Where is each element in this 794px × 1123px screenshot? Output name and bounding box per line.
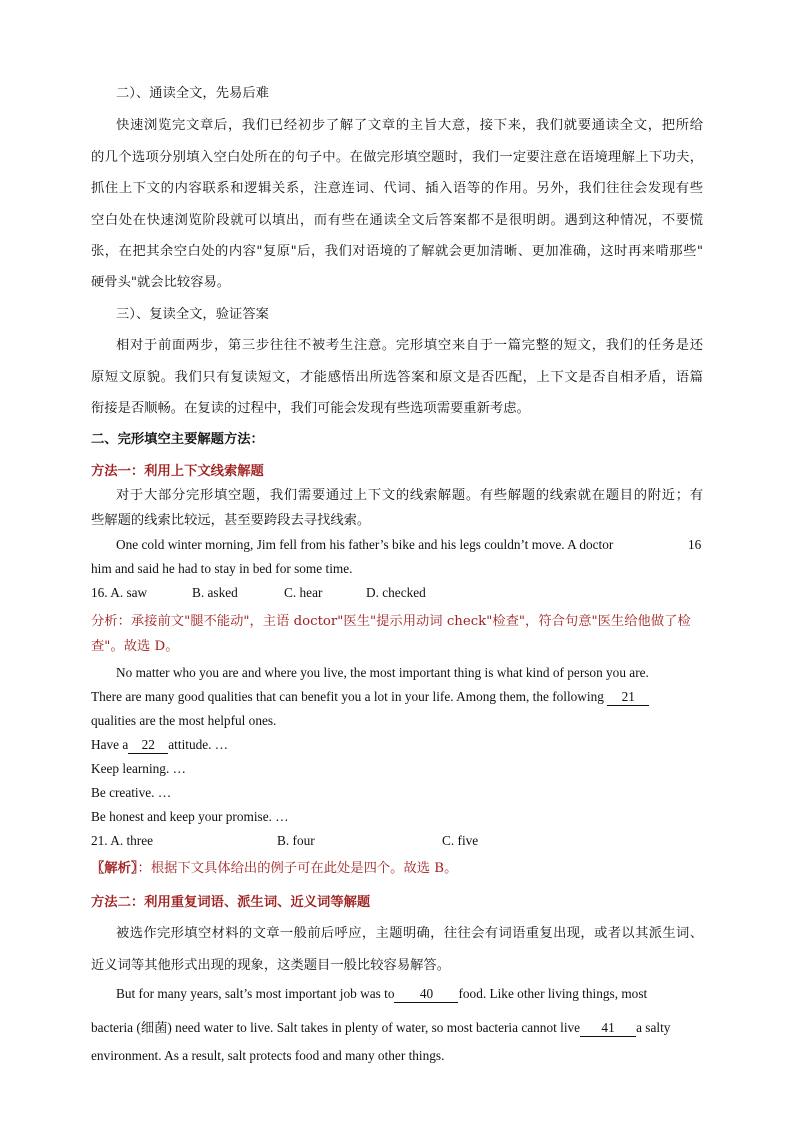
- paragraph-line: 些解题的线索比较远，甚至要跨段去寻找线索。: [91, 513, 371, 528]
- section-heading-verify: 三）、复读全文，验证答案: [116, 307, 269, 322]
- example-text: One cold winter morning, Jim fell from his father’s bike and his legs couldn’t move. A doctor: [116, 537, 614, 552]
- example-sentence-line: [91, 1017, 670, 1037]
- main-heading-methods: 二、完形填空主要解题方法：: [91, 432, 264, 447]
- section-heading-read-through: 二）、通读全文，先易后难: [116, 86, 269, 101]
- blank-number-16: 16: [688, 537, 702, 552]
- example-text: bacteria (细菌) need water to live. Salt takes in plenty of water, so most bacteria cannot live: [91, 1020, 581, 1035]
- option-a: 16. A. saw: [91, 585, 148, 600]
- paragraph-line: 空白处在快速浏览阶段就可以填出，而有些在通读全文后答案都不是很明朗。遇到这种情况，不要慌: [91, 213, 703, 228]
- option-a: 21. A. three: [91, 833, 154, 848]
- paragraph-line: 对于大部分完形填空题，我们需要通过上下文的线索解题。有些解题的线索就在题目的附近；有: [116, 488, 703, 503]
- option-c: C. hear: [284, 585, 323, 600]
- option-d: D. checked: [366, 585, 426, 600]
- example-sentence-line: [116, 986, 647, 1003]
- analysis-text: ：根据下文具体给出的例子可在此处是四个。故选 B。: [137, 861, 458, 876]
- paragraph-line: 原短文原貌。我们只有复读短文，才能感悟出所选答案和原文是否匹配，上下文是否自相矛盾，语篇: [91, 370, 703, 385]
- method-one-heading: 方法一：利用上下文线索解题: [91, 464, 264, 479]
- example-sentence-line: [116, 537, 613, 553]
- example-text: attitude. …: [168, 737, 229, 752]
- paragraph-line: 张，在把其余空白处的内容"复原"后，我们对语境的了解就会更加清晰、更加准确，这时再来啃那些": [91, 244, 703, 259]
- option-b: B. four: [277, 833, 315, 848]
- paragraph-line: 近义词等其他形式出现的现象，这类题目一般比较容易解答。: [91, 958, 451, 973]
- paragraph-line: 快速浏览完文章后，我们已经初步了解了文章的主旨大意，接下来，我们就要通读全文，把所给: [116, 118, 703, 133]
- analysis-line: 分析：承接前文"腿不能动"，主语 doctor"医生"提示用动词 check"检查"，符合句意"医生给他做了检: [91, 614, 691, 629]
- example-text: Have a: [91, 737, 129, 752]
- example-sentence-line: No matter who you are and where you live, the most important thing is what kind of person you are.: [116, 665, 649, 680]
- example-sentence-line: Keep learning. …: [91, 761, 186, 776]
- example-text: a salty: [636, 1020, 671, 1035]
- example-sentence-line: Be honest and keep your promise. …: [91, 809, 289, 824]
- option-b: B. asked: [192, 585, 238, 600]
- example-sentence-line: environment. As a result, salt protects food and many other things.: [91, 1048, 445, 1063]
- paragraph-line: 抓住上下文的内容联系和逻辑关系，注意连词、代词、插入语等的作用。另外，我们往往会发现有些: [91, 181, 703, 196]
- analysis-tag: 〖解析〗: [91, 861, 138, 876]
- paragraph-line: 被选作完形填空材料的文章一般前后呼应，主题明确，往往会有词语重复出现，或者以其派生词、: [116, 926, 703, 941]
- example-text: food. Like other living things, most: [458, 986, 648, 1001]
- option-c: C. five: [442, 833, 479, 848]
- example-sentence-line: [91, 737, 228, 754]
- blank-21: 21: [607, 689, 649, 706]
- paragraph-line: 硬骨头"就会比较容易。: [91, 275, 231, 290]
- paragraph-line: 衔接是否顺畅。在复读的过程中，我们可能会发现有些选项需要重新考虑。: [91, 401, 530, 416]
- analysis-line: [91, 857, 457, 876]
- analysis-line: 查"。故选 D。: [91, 639, 179, 654]
- example-sentence-line: Be creative. …: [91, 785, 172, 800]
- blank-22: 22: [128, 737, 168, 754]
- blank-40: 40: [394, 986, 458, 1003]
- example-text: But for many years, salt’s most important job was to: [116, 986, 395, 1001]
- blank-41: 41: [580, 1020, 636, 1037]
- paragraph-line: 相对于前面两步，第三步往往不被考生注意。完形填空来自于一篇完整的短文，我们的任务是还: [116, 338, 703, 353]
- example-text: There are many good qualities that can benefit you a lot in your life. Among them, the following: [91, 689, 604, 704]
- example-sentence-line: him and said he had to stay in bed for some time.: [91, 561, 353, 576]
- example-sentence-line: [91, 689, 649, 706]
- paragraph-line: 的几个选项分别填入空白处所在的句子中。在做完形填空题时，我们一定要注意在语境理解上下功夫，: [91, 150, 703, 165]
- method-two-heading: 方法二：利用重复词语、派生词、近义词等解题: [91, 895, 371, 910]
- example-sentence-line: qualities are the most helpful ones.: [91, 713, 277, 728]
